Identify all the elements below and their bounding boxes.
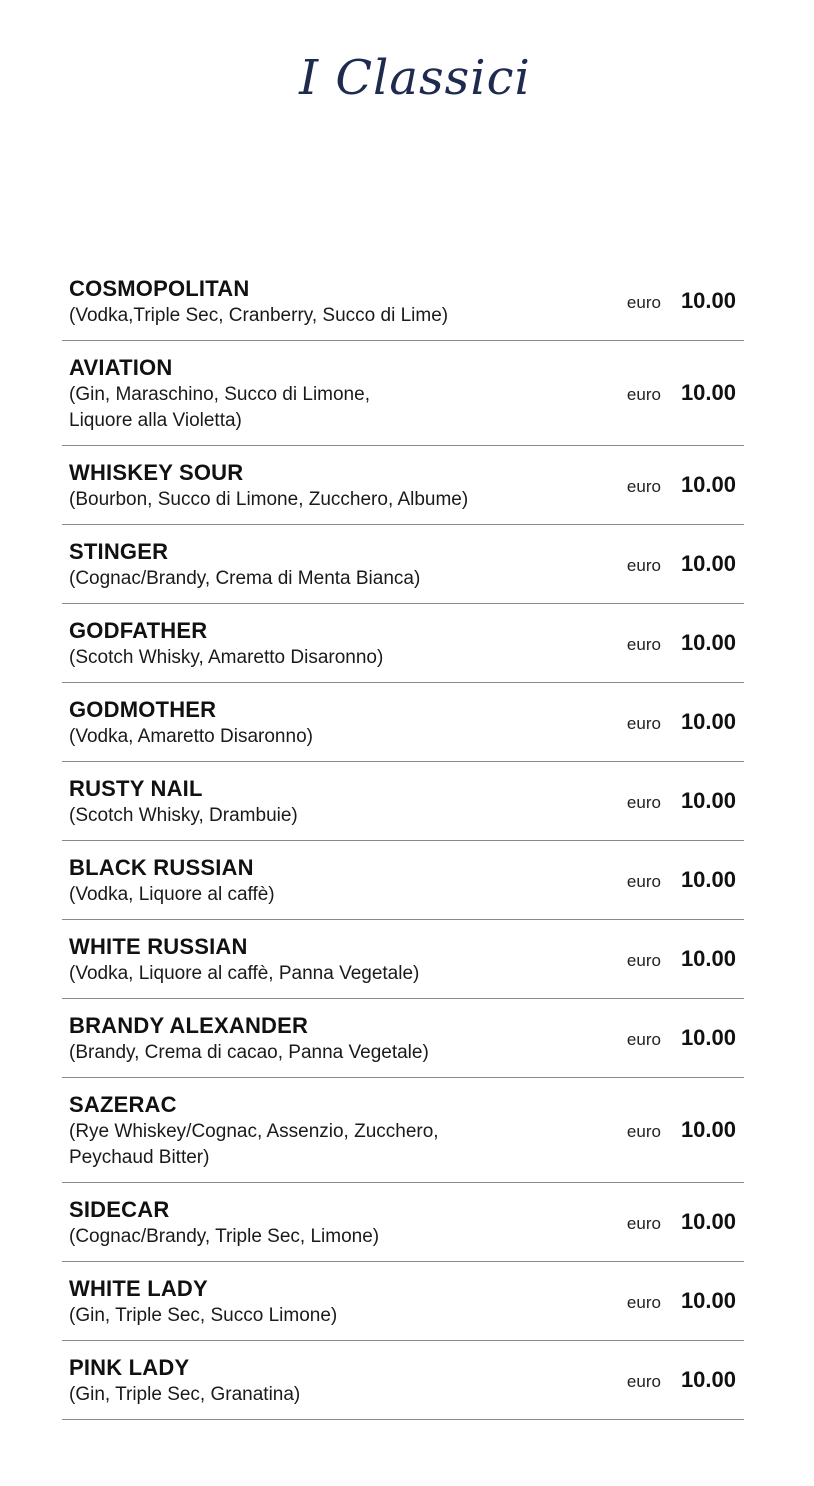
price-amount: 10.00: [680, 630, 736, 655]
currency-label: euro: [626, 477, 661, 496]
item-name: GODFATHER: [69, 618, 208, 643]
menu-item: [62, 841, 744, 920]
price-block: [627, 472, 736, 498]
menu-item: [62, 262, 744, 341]
currency-label: euro: [626, 951, 661, 970]
price-amount: 10.00: [680, 380, 736, 405]
item-ingredients: (Scotch Whisky, Amaretto Disaronno): [69, 647, 384, 668]
item-name: WHITE RUSSIAN: [69, 934, 248, 959]
currency-label: euro: [626, 1122, 661, 1141]
price-amount: 10.00: [680, 288, 736, 313]
item-ingredients: (Rye Whiskey/Cognac, Assenzio, Zucchero, Peychaud Bitter): [69, 1121, 439, 1168]
price-block: [627, 867, 736, 893]
price-block: [627, 1367, 736, 1393]
menu-item: [62, 525, 744, 604]
menu-item: [62, 683, 744, 762]
menu-item: [62, 920, 744, 999]
price-amount: 10.00: [680, 472, 736, 497]
item-name: COSMOPOLITAN: [69, 276, 250, 301]
currency-label: euro: [626, 293, 661, 312]
item-ingredients: (Scotch Whisky, Drambuie): [69, 805, 298, 826]
currency-label: euro: [626, 1214, 661, 1233]
price-amount: 10.00: [680, 1209, 736, 1234]
menu-item: [62, 762, 744, 841]
currency-label: euro: [626, 714, 661, 733]
currency-label: euro: [626, 1293, 661, 1312]
price-amount: 10.00: [680, 1025, 736, 1050]
price-block: [627, 1025, 736, 1051]
menu-item: [62, 999, 744, 1078]
currency-label: euro: [626, 1372, 661, 1391]
page-title: I Classici: [299, 50, 531, 106]
price-amount: 10.00: [680, 551, 736, 576]
item-ingredients: (Vodka, Liquore al caffè, Panna Vegetale): [69, 963, 420, 984]
cocktail-menu: [62, 262, 744, 1420]
currency-label: euro: [626, 635, 661, 654]
price-block: [627, 788, 736, 814]
price-block: [627, 1117, 736, 1143]
menu-item: [62, 604, 744, 683]
currency-label: euro: [626, 793, 661, 812]
currency-label: euro: [626, 556, 661, 575]
price-amount: 10.00: [680, 1288, 736, 1313]
item-ingredients: (Cognac/Brandy, Crema di Menta Bianca): [69, 568, 421, 589]
item-ingredients: (Bourbon, Succo di Limone, Zucchero, Albume): [69, 489, 469, 510]
price-block: [627, 1288, 736, 1314]
item-ingredients: (Brandy, Crema di cacao, Panna Vegetale): [69, 1042, 429, 1063]
currency-label: euro: [626, 385, 661, 404]
item-name: SAZERAC: [69, 1092, 177, 1117]
price-amount: 10.00: [680, 1367, 736, 1392]
item-name: RUSTY NAIL: [69, 776, 203, 801]
currency-label: euro: [626, 872, 661, 891]
price-amount: 10.00: [680, 946, 736, 971]
menu-item: [62, 1078, 744, 1183]
item-name: WHITE LADY: [69, 1276, 208, 1301]
item-ingredients: (Cognac/Brandy, Triple Sec, Limone): [69, 1226, 380, 1247]
item-name: BLACK RUSSIAN: [69, 855, 254, 880]
currency-label: euro: [626, 1030, 661, 1049]
item-name: WHISKEY SOUR: [69, 460, 244, 485]
item-name: GODMOTHER: [69, 697, 217, 722]
item-ingredients: (Vodka, Amaretto Disaronno): [69, 726, 313, 747]
price-block: [627, 1209, 736, 1235]
price-block: [627, 288, 736, 314]
price-block: [627, 946, 736, 972]
item-name: AVIATION: [69, 355, 173, 380]
item-name: BRANDY ALEXANDER: [69, 1013, 309, 1038]
price-amount: 10.00: [680, 867, 736, 892]
item-name: PINK LADY: [69, 1355, 190, 1380]
price-amount: 10.00: [680, 1117, 736, 1142]
item-name: SIDECAR: [69, 1197, 170, 1222]
item-ingredients: (Vodka, Liquore al caffè): [69, 884, 275, 905]
menu-item: [62, 1183, 744, 1262]
item-ingredients: (Gin, Maraschino, Succo di Limone, Liquore alla Violetta): [69, 384, 370, 431]
item-ingredients: (Gin, Triple Sec, Granatina): [69, 1384, 301, 1405]
menu-item: [62, 341, 744, 446]
price-block: [627, 380, 736, 406]
menu-item: [62, 446, 744, 525]
price-amount: 10.00: [680, 788, 736, 813]
price-block: [627, 630, 736, 656]
menu-item: [62, 1341, 744, 1420]
price-amount: 10.00: [680, 709, 736, 734]
item-ingredients: (Vodka,Triple Sec, Cranberry, Succo di Lime): [69, 305, 449, 326]
item-name: STINGER: [69, 539, 169, 564]
price-block: [627, 551, 736, 577]
item-ingredients: (Gin, Triple Sec, Succo Limone): [69, 1305, 338, 1326]
menu-item: [62, 1262, 744, 1341]
price-block: [627, 709, 736, 735]
